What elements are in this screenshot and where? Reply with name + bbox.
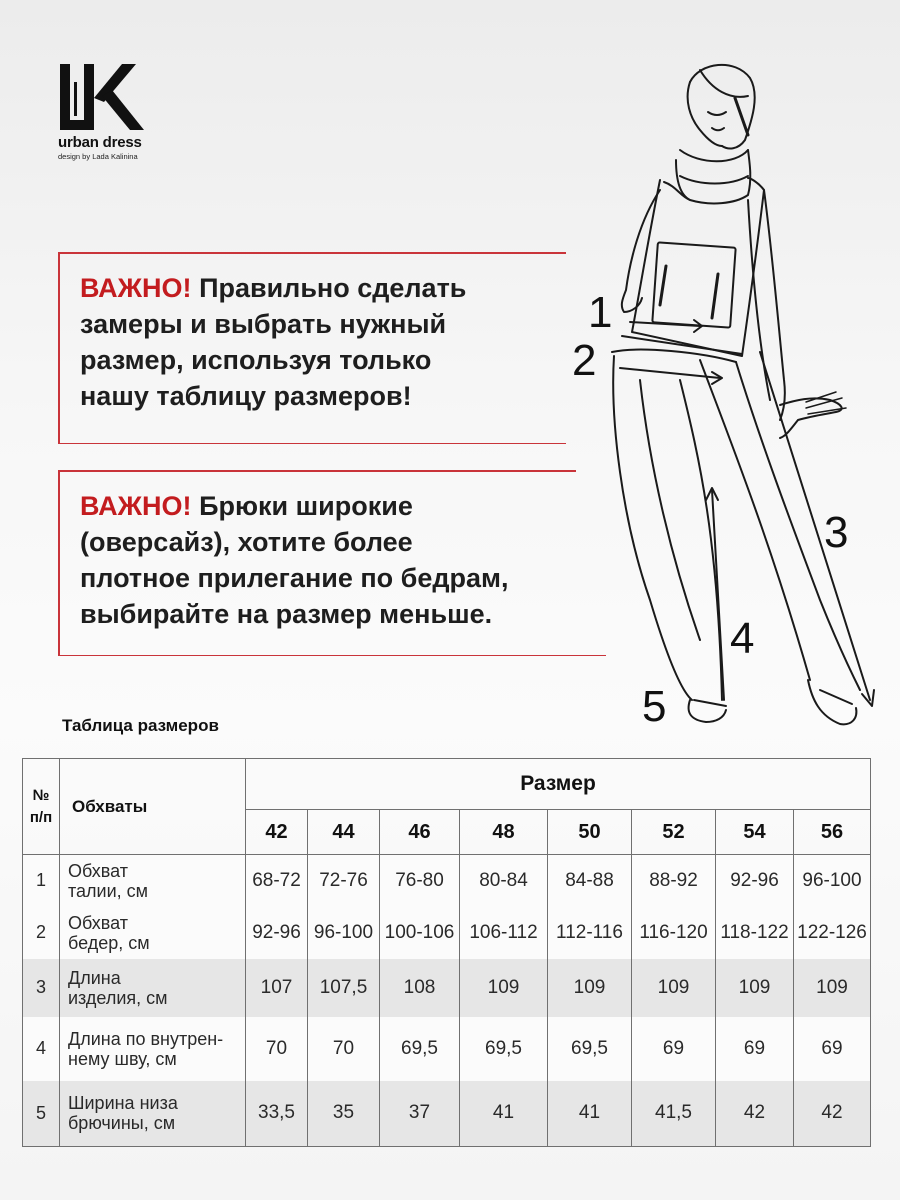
important-label: ВАЖНО! — [80, 273, 192, 303]
notice-measurements — [58, 252, 568, 444]
size-col-header: 52 — [632, 810, 716, 855]
brand-tagline: design by Lada Kalinina — [58, 152, 138, 161]
important-label: ВАЖНО! — [80, 491, 192, 521]
row-label: Обхват бедер, см — [60, 907, 246, 959]
measure-label-1: 1 — [588, 288, 613, 337]
notice-oversize — [58, 470, 608, 656]
measure-label-2: 2 — [572, 336, 597, 385]
size-col-header: 48 — [460, 810, 548, 855]
notice-text: ВАЖНО! Брюки широкие (оверсайз), хотите более плотное прилегание по бедрам, выбирайте на размер меньше. — [80, 491, 509, 629]
size-col-header: 54 — [716, 810, 794, 855]
size-col-header: 46 — [380, 810, 460, 855]
header-girths: Обхваты — [60, 759, 246, 855]
table-row: 5 Ширина низа брючины, см 33,5 35 37 41 41 41,5 42 42 — [23, 1081, 871, 1147]
measure-label-5: 5 — [642, 682, 667, 731]
size-table — [22, 758, 871, 1147]
header-number: № п/п — [23, 759, 60, 855]
size-col-header: 42 — [246, 810, 308, 855]
table-row: 4 Длина по внутрен- нему шву, см 70 70 69,5 69,5 69,5 69 69 69 — [23, 1017, 871, 1081]
brand-name: urban dress — [58, 134, 142, 151]
measure-label-3: 3 — [824, 508, 849, 557]
lk-logo-mark-icon — [58, 62, 146, 132]
table-row: 1 Обхват талии, см 68-72 72-76 76-80 80-84 84-88 88-92 92-96 96-100 — [23, 855, 871, 907]
header-size: Размер — [246, 759, 871, 810]
fashion-sketch — [560, 40, 900, 760]
size-col-header: 56 — [794, 810, 871, 855]
size-table-title: Таблица размеров — [62, 716, 219, 735]
row-label: Обхват талии, см — [60, 855, 246, 907]
brand-logo — [58, 62, 178, 161]
size-col-header: 44 — [308, 810, 380, 855]
notice-text: ВАЖНО! Правильно сделать замеры и выбрать нужный размер, используя только нашу таблицу размеров! — [80, 273, 467, 411]
table-row: 3 Длина изделия, см 107 107,5 108 109 109 109 109 109 — [23, 959, 871, 1017]
table-row: 2 Обхват бедер, см 92-96 96-100 100-106 106-112 112-116 116-120 118-122 122-126 — [23, 907, 871, 959]
row-label: Длина изделия, см — [60, 959, 246, 1017]
row-label: Длина по внутрен- нему шву, см — [60, 1017, 246, 1081]
row-label: Ширина низа брючины, см — [60, 1081, 246, 1147]
measure-label-4: 4 — [730, 614, 755, 663]
size-col-header: 50 — [548, 810, 632, 855]
